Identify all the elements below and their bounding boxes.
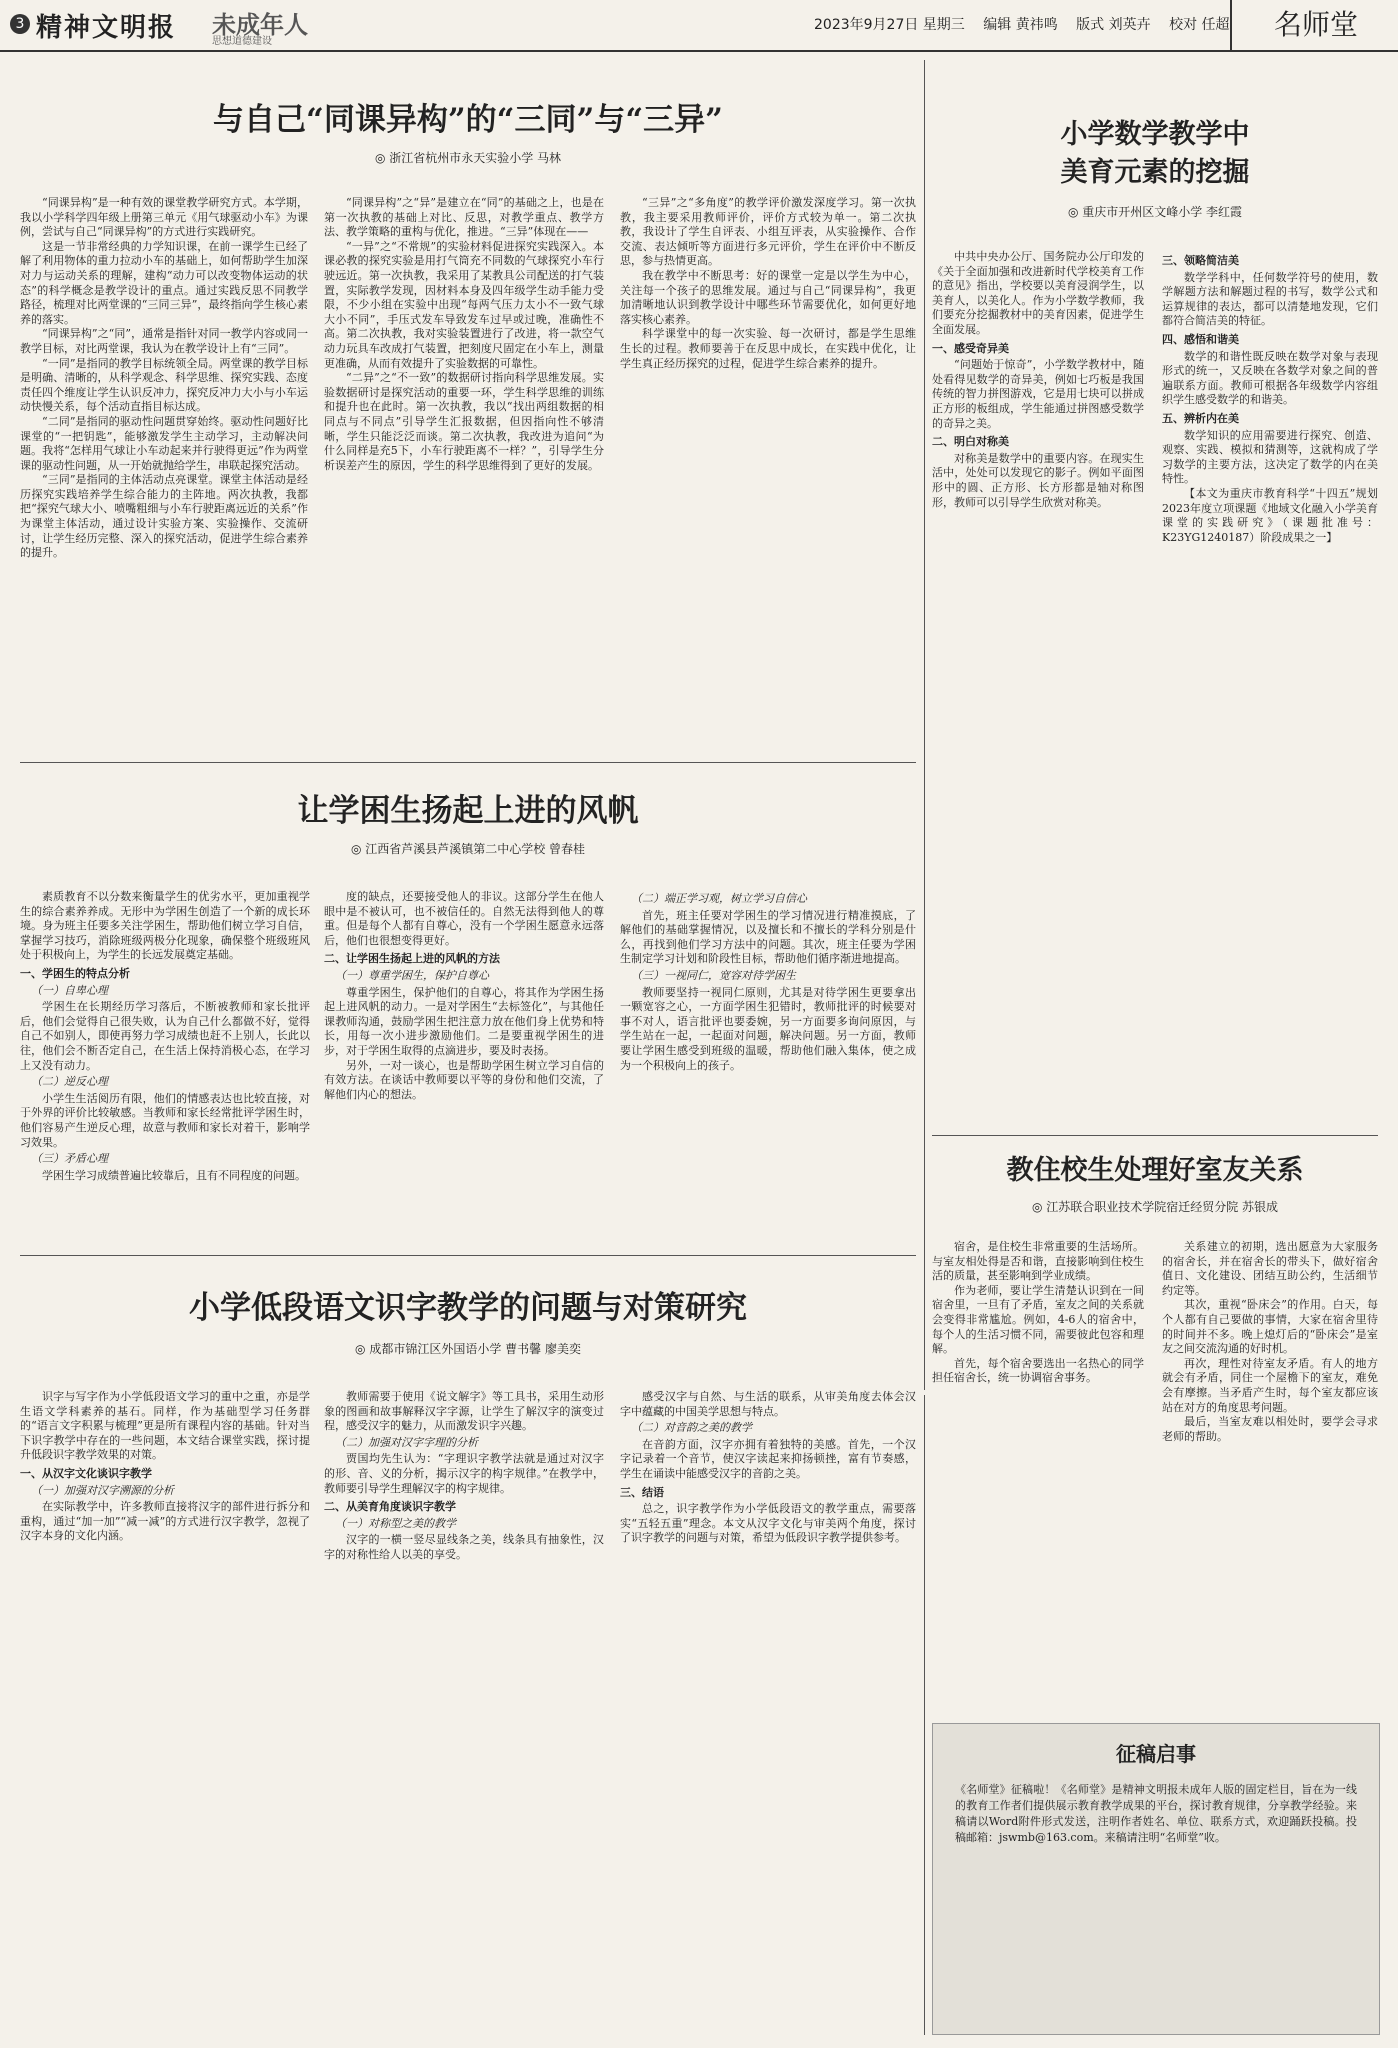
subsection-heading: （二）对音韵之美的教学 [631,1421,752,1435]
editor-credit: 编辑 黄祎鸣 [983,17,1058,33]
article-column [620,890,916,1246]
paragraph: 度的缺点，还要接受他人的非议。这部分学生在他人眼中是不被认可，也不被信任的。自然无法得到他人的尊重。但是每个人都有自尊心，没有一个学困生愿意永远落后，他们也很想变得更好。 [324,890,604,947]
subsection-heading: （二）加强对汉字字理的分析 [335,1435,478,1449]
paragraph: 在音韵方面，汉字亦拥有着独特的美感。首先，一个汉字记录着一个音节，使汉字读起来抑扬顿挫，富有节奏感，学生在诵读中能感受汉字的音韵之美。 [620,1437,916,1480]
paragraph: 教师要坚持一视同仁原则，尤其是对待学困生更要拿出一颗宽容之心，一方面学困生犯错时，教师批评的时候要对事不对人，语言批评也要委婉，另一方面要多询问原因，与学生站在一起，一起面对问题，解决问题。另一方面，教师要让学困生感受到班级的温暖，帮助他们融入集体，使之成为一个积极向上的孩子。 [620,985,916,1072]
section-heading: 一、感受奇异美 [932,341,1009,355]
paragraph: “同课异构”之“同”，通常是指针对同一教学内容或同一教学目标，对比两堂课，我认为在教学设计上有“三同”。 [20,327,308,355]
article-column [324,1390,604,2030]
paragraph: “同课异构”是一种有效的课堂教学研究方式。本学期，我以小学科学四年级上册第三单元《用气球驱动小车》为课例，尝试与自己“同课异构”的方式进行实践研究。 [20,196,308,239]
section-heading: 二、明白对称美 [932,435,1009,449]
article-title: 与自己“同课异构”的“三同”与“三异” [213,102,723,138]
paragraph: 【本文为重庆市教育科学“十四五”规划2023年度立项课题《地域文化融入小学美育课堂的实践研究》（课题批准号：K23YG1240187）阶段成果之一】 [1162,486,1378,544]
paragraph: 数学学科中，任何数学符号的使用，数学解题方法和解题过程的书写，数学公式和运算规律的表达，都可以清楚地发现，它们都符合简洁美的特征。 [1162,270,1378,328]
paragraph: 对称美是数学中的重要内容。在现实生活中，处处可以发现它的影子。例如平面图形中的圆、正方形、长方形都是轴对称图形，教师可以引导学生欣赏对称美。 [932,451,1144,509]
supplement-name: 未成年人 [212,11,308,39]
article-column [20,196,308,752]
article-column [932,250,1144,1125]
article-title: 教住校生处理好室友关系 [1006,1155,1304,1186]
article-author: ◎ 江西省芦溪县芦溪镇第二中心学校 曾春桂 [350,842,586,856]
section-heading: 三、领略简洁美 [1162,254,1239,267]
paragraph: “一同”是指同的教学目标统领全局。两堂课的教学目标是明确、清晰的，从科学观念、科学思维、探究实践、态度责任四个维度让学生认识反冲力，探究反冲力大小与小车运动快慢关系，每个活动直指目标达成。 [20,356,308,414]
subsection-heading: （一）对称型之美的教学 [335,1516,456,1530]
section-heading: 五、辨析内在美 [1162,411,1239,425]
paragraph: “三同”是指同的主体活动点亮课堂。课堂主体活动是经历探究实践培养学生综合能力的主阵地。两次执教，我都把“探究气球大小、喷嘴粗细与小车行驶距离远近的关系”作为课堂主体活动，通过设计实验方案、实验操作、交流研讨，让学生经历完整、深入的探究活动，促进学生综合素养的提升。 [20,473,308,560]
paragraph: 学困生学习成绩普遍比较靠后，且有不同程度的问题。 [42,1168,306,1182]
article-author: ◎ 江苏联合职业技术学院宿迁经贸分院 苏银成 [1031,1200,1279,1214]
paragraph: 首先，每个宿舍要选出一名热心的同学担任宿舍长，统一协调宿舍事务。 [932,1356,1144,1385]
paragraph: 教师需要于使用《说文解字》等工具书，采用生动形象的图画和故事解释汉字字源，让学生了解汉字的演变过程，感受汉字的魅力，从而激发识字兴趣。 [324,1390,604,1433]
paragraph: 作为老师，要让学生清楚认识到在一间宿舍里，一旦有了矛盾，室友之间的关系就会变得非常尴尬。例如，4-6人的宿舍中，每个人的生活习惯不同，需要彼此包容和理解。 [932,1283,1144,1356]
article-author: ◎ 重庆市开州区文峰小学 李红霞 [1067,205,1243,219]
paragraph: 贾国均先生认为：“字理识字教学法就是通过对汉字的形、音、义的分析，揭示汉字的构字规律。”在教学中，教师要引导学生理解汉字的构字规律。 [324,1452,604,1495]
paragraph: 在实际教学中，许多教师直接将汉字的部件进行拆分和重构，通过“加一加”“减一减”的方式进行汉字教学，忽视了汉字本身的文化内涵。 [20,1500,310,1543]
subsection-heading: （一）尊重学困生，保护自尊心 [335,968,489,982]
page-number: 3 [10,14,30,34]
paragraph: 小学生生活阅历有限，他们的情感表达也比较直接，对于外界的评价比较敏感。当教师和家长经常批评学困生时，他们容易产生逆反心理，故意与教师和家长对着干，影响学习效果。 [20,1091,310,1149]
section-heading: 四、感悟和谐美 [1162,332,1239,346]
paragraph: 关系建立的初期，选出愿意为大家服务的宿舍长，并在宿舍长的带头下，做好宿舍值日、文化建设、团结互助公约，生活细节约定等。 [1162,1240,1378,1297]
divider-a2 [20,1255,916,1256]
article-author: ◎ 成都市锦江区外国语小学 曹书馨 廖美奕 [355,1342,581,1356]
paragraph: 数学知识的应用需要进行探究、创造、观察、实践、模拟和猜测等，这就构成了学习数学的主要方法，这决定了数学的内在美特性。 [1162,428,1378,486]
paragraph: 我在教学中不断思考：好的课堂一定是以学生为中心，关注每一个孩子的思维发展。通过与自己“同课异构”，我更加清晰地认识到教学设计中哪些环节需要优化，如何更好地落实核心素养。 [620,268,916,326]
paragraph: 科学课堂中的每一次实验、每一次研讨，都是学生思维生长的过程。教师要善于在反思中成长，在实践中优化，让学生真正经历探究的过程，促进学生综合素养的提升。 [620,327,916,370]
section-heading: 二、让学困生扬起上进的风帆的方法 [324,952,500,966]
paragraph: 这是一节非常经典的力学知识课，在前一课学生已经了解了利用物体的重力拉动小车的基础上，如何帮助学生加深对力与运动关系的理解，建构“动力可以改变物体运动的状态”的科学概念是教学设计的重点。通过实践反思不同教学路径，梳理对比两堂课的“三同三异”，最终指向学生核心素养的落实。 [20,239,308,326]
paragraph: 尊重学困生，保护他们的自尊心，将其作为学困生扬起上进风帆的动力。一是对学困生“去标签化”，与其他任课教师沟通，鼓励学困生把注意力放在他们身上优势和特长，用每一次小进步激励他们。二是要重视学困生的进步，对于学困生取得的点滴进步，要及时表扬。 [324,985,604,1057]
section-heading: 一、学困生的特点分析 [20,966,130,980]
subsection-heading: （一）加强对汉字溯源的分析 [31,1483,174,1497]
paragraph: “二异”之“不一致”的数据研讨指向科学思维发展。实验数据研讨是探究活动的重要一环，学生科学思维的训练和提升也在此时。第一次执教，我以“找出两组数据的相同点与不同点”引导学生汇报数据，但因指向性不够清晰，学生只能泛泛而谈。第二次执教，我改进为追问“为什么同样是充5下，小车行驶距离不一样？”，引导学生分析误差产生的原因，学生的科学思维得到了更好的发展。 [324,371,604,472]
paragraph: 最后，当室友难以相处时，要学会寻求老师的帮助。 [1162,1415,1378,1443]
article-title-line-1: 小学数学教学中 [1060,119,1250,150]
subsection-heading: （二）端正学习观，树立学习自信心 [631,892,807,905]
layout-credit: 版式 刘英卉 [1076,17,1151,33]
vertical-divider-lower [924,1395,925,2035]
proof-credit: 校对 任超 [1169,17,1230,33]
article-column [324,196,604,752]
paragraph: 再次，理性对待室友矛盾。有人的地方就会有矛盾，同住一个屋檐下的室友，难免会有摩擦。当矛盾产生时，每个室友都应该站在对方的角度思考问题。 [1162,1356,1378,1414]
paragraph: “二同”是指同的驱动性问题贯穿始终。驱动性问题好比课堂的“一把钥匙”，能够激发学生主动学习，主动解决问题。我将“怎样用气球让小车动起来并行驶得更远”作为两堂课的驱动性问题，从一开始就抛给学生，串联起探究活动。 [20,414,308,472]
section-name: 名师堂 [1230,0,1398,50]
article-author: ◎ 浙江省杭州市永天实验小学 马林 [374,151,562,165]
article-column [324,890,604,1246]
paragraph: 识字与写字作为小学低段语文学习的重中之重，亦是学生语文学科素养的基石。同样，作为基础型学习任务群的“语言文字积累与梳理”更是所有课程内容的基础。针对当下识字教学中存在的一些问题，本文结合课堂实践，探讨提升低段识字教学效果的对策。 [20,1390,310,1462]
paragraph: 总之，识字教学作为小学低段语文的教学重点，需要落实“五轻五重”理念。本文从汉字文化与审美两个角度，探讨了识字教学的问题与对策，希望为低段识字教学提供参考。 [620,1502,916,1545]
article-column [20,890,310,1246]
supplement-subtitle: 思想道德建设 [212,36,272,47]
article-column [932,1240,1144,1710]
section-heading: 一、从汉字文化谈识字教学 [20,1466,152,1480]
article-title: 小学低段语文识字教学的问题与对策研究 [189,1290,747,1326]
paragraph: “一异”之“不常规”的实验材料促进探究实践深入。本课必教的探究实验是用打气筒充不同数的气球探究小车行驶远近。第一次执教，我采用了某教具公司配送的打气装置，实际教学发现，因材料本身及四年级学生动手能力受限，不少小组在实验中出现“每两气压力太小不一致气球大小不同”，手压式发车导致发车过早或过晚，准确性不高。第二次执教，我对实验装置进行了改进，将一款空气动力玩具车改成打气装置，把刻度尺固定在小车上，测量更准确，从而有效提升了实验数据的可靠性。 [324,239,604,370]
issue-date: 2023年9月27日 星期三 [814,17,965,33]
paragraph: 学困生在长期经历学习落后，不断被教师和家长批评后，他们会觉得自己很失败，认为自己什么都做不好，觉得自己不如别人，即使再努力学习成绩也赶不上别人，长此以往，他们会不断否定自己，在生活上保持消极心态，在学习上又没有动力。 [20,1000,310,1072]
paragraph: 另外，一对一谈心，也是帮助学困生树立学习自信的有效方法。在谈话中教师要以平等的身份和他们交流，了解他们内心的想法。 [324,1058,604,1101]
subsection-heading: （一）自卑心理 [31,983,108,997]
divider-a4 [932,1135,1378,1136]
paragraph: 宿舍，是住校生非常重要的生活场所。与室友相处得是否和谐，直接影响到住校生活的质量，甚至影响到学业成绩。 [932,1240,1144,1283]
divider-a1 [20,762,916,763]
article-title: 让学困生扬起上进的风帆 [297,793,639,829]
masthead [0,0,1398,52]
paragraph: 数学的和谐性既反映在数学对象与表现形式的统一，又反映在各数学对象之间的普遍联系方面。教师可根据各年级数学内容组织学生感受数学的和谐美。 [1162,349,1378,407]
subsection-heading: （二）逆反心理 [31,1075,108,1089]
paragraph: 感受汉字与自然、与生活的联系，从审美角度去体会汉字中蕴藏的中国美学思想与特点。 [620,1390,916,1418]
call-for-papers-title: 征稿启事 [1116,1742,1196,1766]
paragraph: 其次，重视“卧床会”的作用。白天，每个人都有自己要做的事情，大家在宿舍里待的时间并不多。晚上熄灯后的“卧床会”是室友之间交流沟通的好时机。 [1162,1298,1378,1356]
article-column [20,1390,310,2030]
paragraph: “问题始于惊奇”，小学数学教材中，随处看得见数学的奇异美，例如七巧板是我国传统的智力拼图游戏，它是用七块可以拼成正方形的板组成，学生能通过拼图感受数学的奇异之美。 [932,358,1144,430]
subsection-heading: （三）矛盾心理 [31,1152,108,1166]
article-column [1162,1240,1378,1710]
paragraph: 素质教育不以分数来衡量学生的优劣水平，更加重视学生的综合素养养成。无形中为学困生创造了一个新的成长环境。身为班主任要多关注学困生，帮助他们树立学习自信，掌握学习技巧，消除班级两极分化现象，确保整个班级班风处于积极向上，为学生的长远发展奠定基础。 [20,890,310,962]
section-heading: 三、结语 [620,1485,664,1499]
vertical-divider-right [924,60,925,1390]
paragraph: 汉字的一横一竖尽显线条之美，线条具有抽象性，汉字的对称性给人以美的享受。 [324,1533,604,1561]
section-heading: 二、从美育角度谈识字教学 [324,1500,456,1514]
article-title-line-2: 美育元素的挖掘 [1060,157,1250,188]
article-column [620,1390,916,2030]
paragraph: “同课异构”之“异”是建立在“同”的基础之上，也是在第一次执教的基础上对比、反思，对教学重点、教学方法、教学策略的重构与优化，推进。“三异”体现在—— [324,196,604,239]
paragraph: 首先，班主任要对学困生的学习情况进行精准摸底，了解他们的基础掌握情况，以及擅长和不擅长的学科分别是什么，再找到他们学习方法中的问题。其次，班主任要为学困生制定学习计划和阶段性目标，帮助他们循序渐进地提高。 [620,908,916,966]
paragraph: “三异”之“多角度”的教学评价激发深度学习。第一次执教，我主要采用教师评价，评价方式较为单一。第二次执教，我设计了学生自评表、小组互评表，从实验操作、合作交流、表达倾听等方面进行多元评价，学生在评价中不断反思，参与热情更高。 [620,196,916,268]
subsection-heading: （三）一视同仁，宽容对待学困生 [631,968,796,982]
call-for-papers-box [932,1723,1380,2035]
issue-meta [814,14,1244,34]
article-column [1162,250,1378,1125]
call-for-papers-body: 《名师堂》征稿啦！《名师堂》是精神文明报未成年人版的固定栏目，旨在为一线的教育工作者们提供展示教育教学成果的平台，探讨教育规律，分享教学经验。来稿请以Word附件形式发送，注明作者姓名、单位、联系方式，欢迎踊跃投稿。投稿邮箱：jswmb@163.com。来稿请注明“名师堂”收。 [955,1783,1357,1844]
paragraph: 中共中央办公厅、国务院办公厅印发的《关于全面加强和改进新时代学校美育工作的意见》指出，学校要以美育浸润学生，以美育人，以美化人。作为小学数学教师，我们要充分挖掘教材中的美育因素，促进学生全面发展。 [932,250,1144,336]
article-column [620,196,916,752]
newspaper-name: 精神文明报 [36,13,177,43]
